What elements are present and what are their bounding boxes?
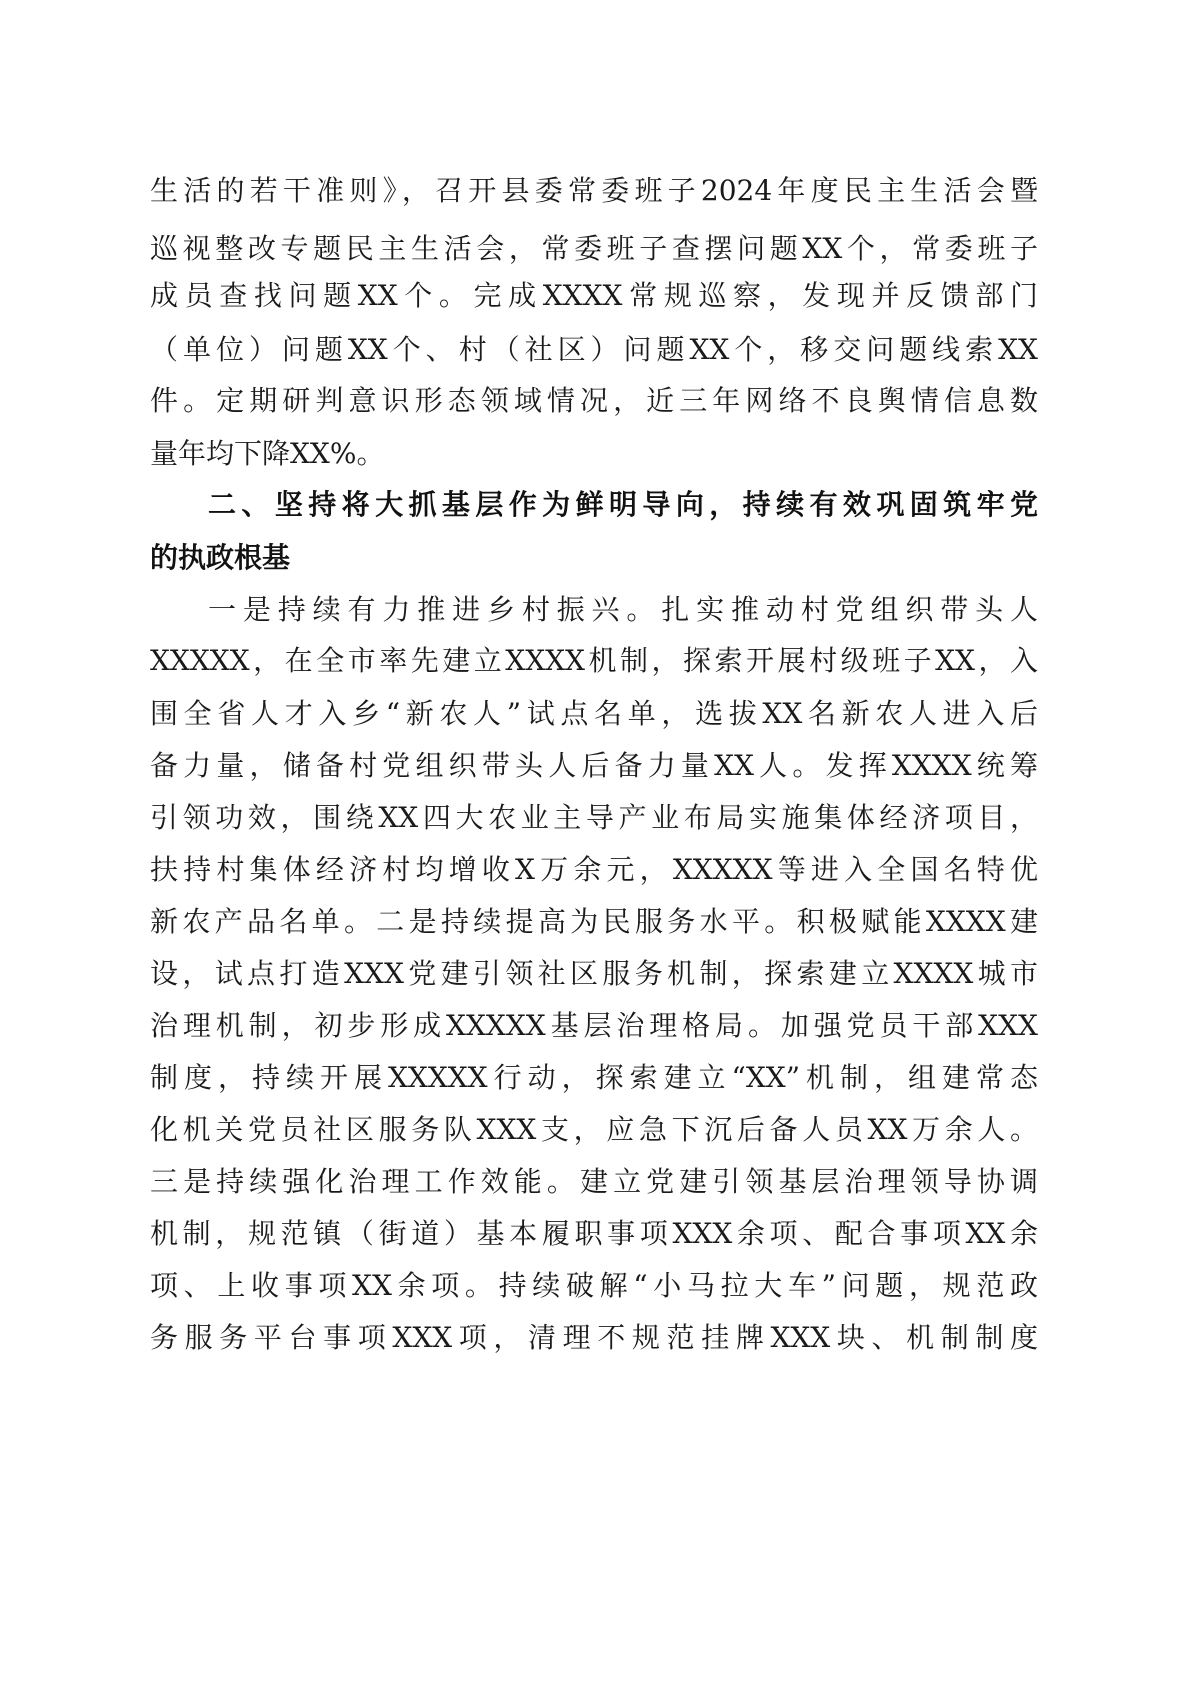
body-text-line: 一是持续有力推进乡村振兴。扎实推动村党组织带头人: [208, 593, 1038, 626]
body-text-line: 量年均下降XX%。: [150, 437, 385, 470]
body-text-line: 巡视整改专题民主生活会，常委班子查摆问题XX个，常委班子: [150, 232, 1038, 265]
body-text-line: 项、上收事项XX余项。持续破解“小马拉大车”问题，规范政: [150, 1269, 1038, 1302]
body-text-line: 治理机制，初步形成XXXXX基层治理格局。加强党员干部XXX: [150, 1009, 1038, 1042]
document-page: [150, 0, 1038, 1683]
body-text-line: XXXXX，在全市率先建立XXXX机制，探索开展村级班子XX，入: [150, 644, 1038, 677]
body-text-line: 生活的若干准则》，召开县委常委班子2024年度民主生活会暨: [150, 174, 1038, 207]
body-text-line: 件。定期研判意识形态领域情况，近三年网络不良舆情信息数: [150, 384, 1038, 417]
body-text-line: 化机关党员社区服务队XXX支，应急下沉后备人员XX万余人。: [150, 1113, 1038, 1146]
body-text-line: 备力量，储备村党组织带头人后备力量XX人。发挥XXXX统筹: [150, 749, 1038, 782]
body-text-line: 成员查找问题XX个。完成XXXX常规巡察，发现并反馈部门: [150, 279, 1038, 312]
section-heading-line: 的执政根基: [150, 541, 291, 574]
body-text-line: 引领功效，围绕XX四大农业主导产业布局实施集体经济项目，: [150, 801, 1038, 834]
body-text-line: 设，试点打造XXX党建引领社区服务机制，探索建立XXXX城市: [150, 957, 1038, 990]
body-text-line: 制度，持续开展XXXXX行动，探索建立“XX”机制，组建常态: [150, 1061, 1038, 1094]
body-text-line: 务服务平台事项XXX项，清理不规范挂牌XXX块、机制制度: [150, 1321, 1038, 1354]
body-text-line: 扶持村集体经济村均增收X万余元，XXXXX等进入全国名特优: [150, 853, 1038, 886]
body-text-line: 机制，规范镇（街道）基本履职事项XXX余项、配合事项XX余: [150, 1217, 1038, 1250]
body-text-line: 三是持续强化治理工作效能。建立党建引领基层治理领导协调: [150, 1165, 1038, 1198]
body-text-line: （单位）问题XX个、村（社区）问题XX个，移交问题线索XX: [150, 333, 1038, 366]
body-text-line: 新农产品名单。二是持续提高为民服务水平。积极赋能XXXX建: [150, 905, 1038, 938]
body-text-line: 围全省人才入乡“新农人”试点名单，选拔XX名新农人进入后: [150, 697, 1038, 730]
section-heading-line: 二、坚持将大抓基层作为鲜明导向，持续有效巩固筑牢党: [208, 488, 1038, 521]
